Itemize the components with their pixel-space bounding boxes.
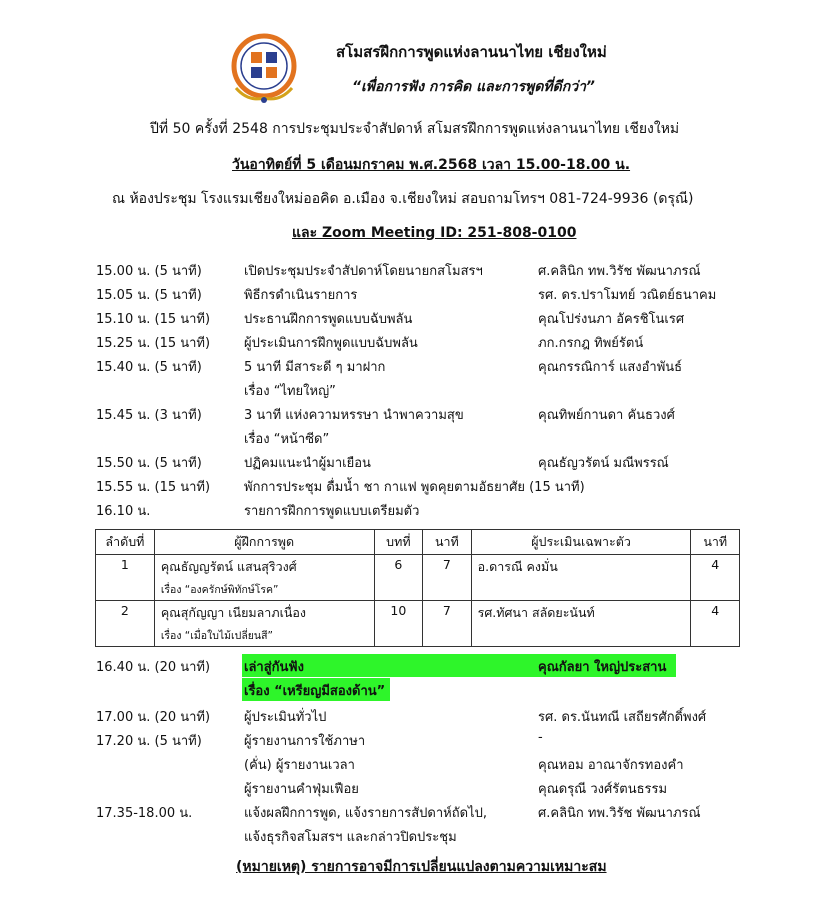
eval-minutes-cell: 4 [691, 555, 740, 601]
col-header: บทที่ [374, 530, 423, 555]
evaluator-cell: รศ.ทัศนา สลัดยะนันท์ [471, 601, 691, 647]
agenda-activity: พิธีกรดำเนินรายการ [244, 288, 358, 303]
club-logo [228, 32, 300, 104]
evaluator-cell: อ.ดารณี คงมั่น [471, 555, 691, 601]
agenda-person: คุณกรรณิการ์ แสงอำพันธ์ [538, 360, 683, 375]
agenda-person: - [538, 730, 543, 745]
agenda-activity: แจ้งธุรกิจสโมสรฯ และกล่าวปิดประชุม [244, 830, 457, 845]
agenda-activity: ประธานฝึกการพูดแบบฉับพลัน [244, 312, 413, 327]
table-row [96, 601, 740, 647]
agenda-person: คุณกัลยา ใหญ่ประสาน [538, 660, 667, 675]
chapter-cell: 10 [374, 601, 423, 647]
table-row [96, 555, 740, 601]
date-line: วันอาทิตย์ที่ 5 เดือนมกราคม พ.ศ.2568 เวลา 15.00-18.00 น. [232, 157, 631, 173]
minutes-cell: 7 [423, 555, 472, 601]
agenda-time: 16.10 น. [96, 504, 151, 519]
table-header-row [96, 530, 740, 555]
col-header: ผู้ฝึกการพูด [154, 530, 374, 555]
agenda-time: 15.10 น. (15 นาที) [96, 312, 211, 327]
agenda-activity: เรื่อง “เหรียญมีสองด้าน” [244, 684, 386, 699]
speaker-cell [154, 555, 374, 601]
agenda-time: 17.35-18.00 น. [96, 806, 193, 821]
agenda-person: รศ. ดร.นันทณี เสถียรศักดิ์พงศ์ [538, 710, 707, 725]
agenda-person: ภก.กรกฎ ทิพย์รัตน์ [538, 336, 644, 351]
agenda-time: 16.40 น. (20 นาที) [96, 660, 211, 675]
agenda-person: ศ.คลินิก ทพ.วิรัช พัฒนาภรณ์ [538, 264, 701, 279]
agenda-activity: เปิดประชุมประจำสัปดาห์โดยนายกสโมสรฯ [244, 264, 483, 279]
minutes-cell: 7 [423, 601, 472, 647]
agenda-activity: เรื่อง “ไทยใหญ่” [244, 384, 336, 399]
agenda-activity: รายการฝึกการพูดแบบเตรียมตัว [244, 504, 420, 519]
agenda-activity: เรื่อง “หน้าซีด” [244, 432, 330, 447]
agenda-activity: 5 นาที มีสาระดี ๆ มาฝาก [244, 360, 386, 375]
row-number: 1 [96, 555, 155, 601]
agenda-person: คุณธัญวรัตน์ มณีพรรณ์ [538, 456, 669, 471]
footer-note: (หมายเหตุ) รายการอาจมีการเปลี่ยนแปลงตามความเหมาะสม [236, 859, 607, 875]
org-name: สโมสรฝึกการพูดแห่งลานนาไทย เชียงใหม่ [336, 43, 607, 61]
agenda-time: 15.55 น. (15 นาที) [96, 480, 211, 495]
agenda-activity: แจ้งผลฝึกการพูด, แจ้งรายการสัปดาห์ถัดไป, [244, 806, 487, 821]
speech-topic: เรื่อง “องครักษ์พิทักษ์โรค” [160, 584, 279, 596]
agenda-activity: ผู้ประเมินการฝึกพูดแบบฉับพลัน [244, 336, 418, 351]
agenda-time: 15.50 น. (5 นาที) [96, 456, 202, 471]
agenda-person: คุณทิพย์กานดา คันธวงศ์ [538, 408, 675, 423]
agenda-person: คุณหอม อาณาจักรทองคำ [538, 758, 684, 773]
agenda-activity: พักการประชุม ดื่มน้ำ ชา กาแฟ พูดคุยตามอัธยาศัย (15 นาที) [244, 480, 585, 495]
speech-topic: เรื่อง “เมื่อใบไม้เปลี่ยนสี” [160, 630, 273, 642]
agenda-activity: 3 นาที แห่งความหรรษา นำพาความสุข [244, 408, 464, 423]
agenda-time: 17.20 น. (5 นาที) [96, 734, 202, 749]
speaker-name: คุณธัญญรัตน์ แสนสุริวงศ์ [160, 559, 297, 574]
agenda-person: ศ.คลินิก ทพ.วิรัช พัฒนาภรณ์ [538, 806, 701, 821]
col-header: นาที [691, 530, 740, 555]
meeting-line: ปีที่ 50 ครั้งที่ 2548 การประชุมประจำสัปดาห์ สโมสรฝึกการพูดแห่งลานนาไทย เชียงใหม่ [150, 121, 680, 137]
col-header: ลำดับที่ [96, 530, 155, 555]
col-header: นาที [423, 530, 472, 555]
chapter-cell: 6 [374, 555, 423, 601]
agenda-person: คุณดรุณี วงศ์รัตนธรรม [538, 782, 668, 797]
speaker-cell [154, 601, 374, 647]
agenda-time: 15.40 น. (5 นาที) [96, 360, 202, 375]
motto: “เพื่อการฟัง การคิด และการพูดที่ดีกว่า” [352, 79, 595, 95]
agenda-activity: (คั่น) ผู้รายงานเวลา [244, 758, 355, 773]
agenda-time: 15.45 น. (3 นาที) [96, 408, 202, 423]
agenda-activity: ปฏิคมแนะนำผู้มาเยือน [244, 456, 371, 471]
speech-eval-table [95, 529, 740, 647]
row-number: 2 [96, 601, 155, 647]
col-header: ผู้ประเมินเฉพาะตัว [471, 530, 691, 555]
agenda-activity: เล่าสู่กันฟัง [244, 660, 304, 675]
eval-minutes-cell: 4 [691, 601, 740, 647]
agenda-person: คุณโปร่งนภา อัครชิโนเรศ [538, 312, 685, 327]
venue-line: ณ ห้องประชุม โรงแรมเชียงใหม่ออคิด อ.เมือง จ.เชียงใหม่ สอบถามโทรฯ 081-724-9936 (ดรุณี) [112, 191, 694, 207]
agenda-person: รศ. ดร.ปราโมทย์ วณิตย์ธนาคม [538, 288, 717, 303]
agenda-time: 15.05 น. (5 นาที) [96, 288, 202, 303]
agenda-time: 17.00 น. (20 นาที) [96, 710, 211, 725]
agenda-activity: ผู้รายงานการใช้ภาษา [244, 734, 366, 749]
agenda-activity: ผู้รายงานคำฟุ่มเฟือย [244, 782, 359, 797]
agenda-time: 15.25 น. (15 นาที) [96, 336, 211, 351]
zoom-line: และ Zoom Meeting ID: 251-808-0100 [292, 225, 577, 241]
agenda-time: 15.00 น. (5 นาที) [96, 264, 202, 279]
speaker-name: คุณสุกัญญา เนียมลาภเนื่อง [160, 605, 306, 620]
agenda-activity: ผู้ประเมินทั่วไป [244, 710, 327, 725]
